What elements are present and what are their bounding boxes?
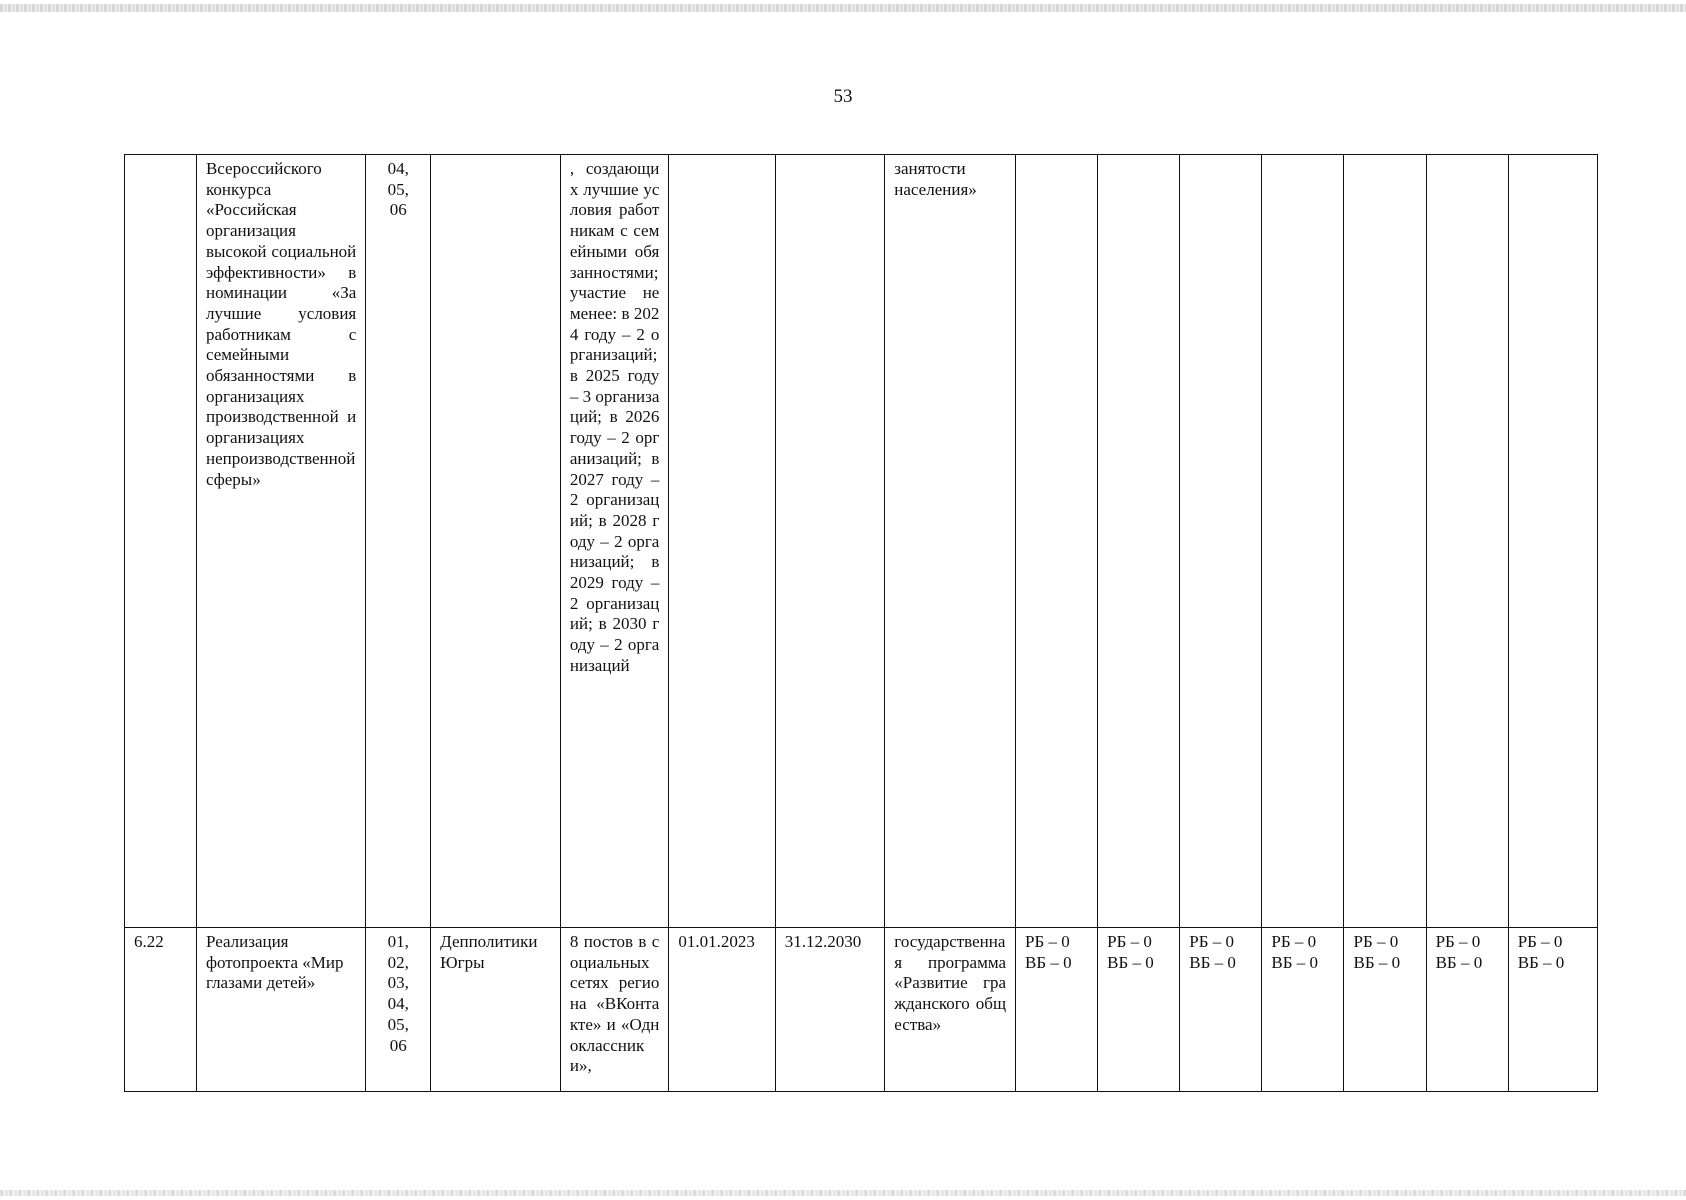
budget-cell [1508, 928, 1597, 1092]
code-item: 04, [387, 159, 409, 178]
extra-budget-value: ВБ – 0 [1271, 952, 1318, 972]
regional-budget-value: РБ – 0 [1517, 932, 1563, 951]
program-cell: занятости населения» [885, 155, 1016, 928]
extra-budget-value: ВБ – 0 [1025, 952, 1072, 972]
budget-cell [1098, 155, 1180, 928]
budget-cell [1262, 928, 1344, 1092]
extra-budget-value: ВБ – 0 [1189, 952, 1236, 972]
code-item: 06 [389, 1035, 407, 1055]
regional-budget-value: РБ – 0 [1435, 932, 1481, 951]
budget-cell [1262, 155, 1344, 928]
codes-cell [366, 155, 431, 928]
budget-cell [1098, 928, 1180, 1092]
scan-edge-top [0, 4, 1686, 12]
result-cell: , создающих лучшие условия работникам с семейными обязанностями; участие не менее: в 2024 году – 2 организаций; в 2025 году – 3 организаций; в 2026 году – 2 организаций; в 2027 году – 2 организаций; в 2028 году – 2 организаций; в 2029 году – 2 организаций; в 2030 году – 2 организаций [560, 155, 668, 928]
end-date-cell [775, 155, 884, 928]
budget-cell [1508, 155, 1597, 928]
row-number-cell [125, 155, 197, 928]
extra-budget-value: ВБ – 0 [1353, 952, 1401, 972]
executor-cell [431, 155, 561, 928]
measure-name-cell: Реализация фотопроекта «Мир глазами детей» [196, 928, 365, 1092]
regional-budget-value: РБ – 0 [1025, 932, 1070, 951]
code-item: 04, [387, 994, 409, 1014]
code-item: 05, [387, 1014, 409, 1034]
extra-budget-value: ВБ – 0 [1107, 952, 1154, 972]
table-row [125, 928, 1598, 1092]
code-item: 05, [387, 179, 409, 199]
start-date-cell [669, 155, 775, 928]
start-date-cell: 01.01.2023 [669, 928, 775, 1092]
executor-cell: Депполитики Югры [431, 928, 561, 1092]
budget-cell [1016, 155, 1098, 928]
budget-cell [1426, 928, 1508, 1092]
budget-cell [1016, 928, 1098, 1092]
extra-budget-value: ВБ – 0 [1517, 952, 1565, 972]
row-number-cell: 6.22 [125, 928, 197, 1092]
measures-table [124, 154, 1598, 1092]
budget-cell [1344, 155, 1426, 928]
code-item: 06 [389, 200, 407, 220]
page-number: 53 [833, 86, 853, 107]
regional-budget-value: РБ – 0 [1271, 932, 1317, 951]
budget-cell [1180, 928, 1262, 1092]
budget-cell [1180, 155, 1262, 928]
regional-budget-value: РБ – 0 [1107, 932, 1152, 951]
extra-budget-value: ВБ – 0 [1435, 952, 1483, 972]
measure-name-cell: Всероссийского конкурса «Российская организация высокой социальной эффективности» в номинации «За лучшие условия работникам с семейными обязанностями в организациях производственной и организациях непроизводственной сферы» [196, 155, 365, 928]
codes-cell [366, 928, 431, 1092]
result-cell: 8 постов в социальных сетях региона «ВКонтакте» и «Одноклассники», [560, 928, 668, 1092]
code-item: 03, [387, 973, 409, 993]
budget-cell [1426, 155, 1508, 928]
regional-budget-value: РБ – 0 [1189, 932, 1234, 951]
program-cell: государственная программа «Развитие гражданского общества» [885, 928, 1016, 1092]
scan-edge-bottom [0, 1190, 1686, 1196]
table-row [125, 155, 1598, 928]
budget-cell [1344, 928, 1426, 1092]
regional-budget-value: РБ – 0 [1353, 932, 1399, 951]
code-item: 01, [387, 932, 409, 951]
code-item: 02, [387, 952, 409, 972]
end-date-cell: 31.12.2030 [775, 928, 884, 1092]
